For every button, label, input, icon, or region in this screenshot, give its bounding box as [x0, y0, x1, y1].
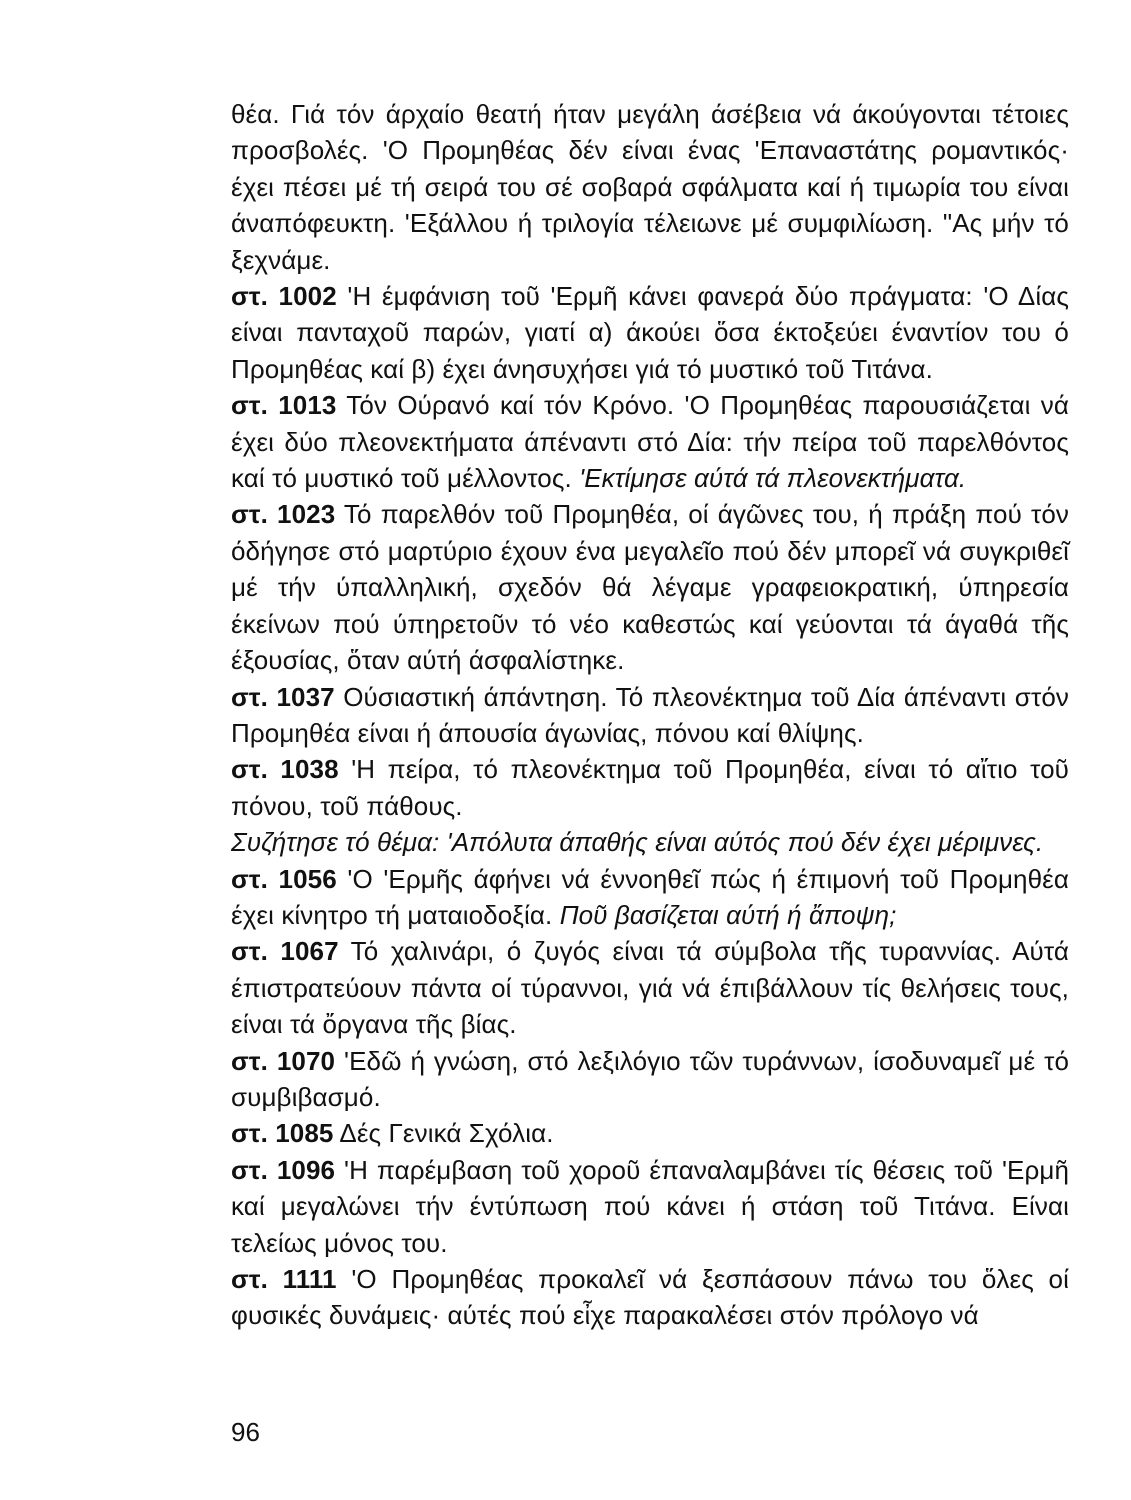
entry-label: στ. 1023 — [231, 499, 336, 530]
entry-label: στ. 1096 — [231, 1154, 336, 1185]
entry-1096 — [231, 1152, 1069, 1261]
entry-label: στ. 1038 — [231, 754, 339, 785]
entry-text: 'Η πείρα, τό πλεονέκτημα τοῦ Προμηθέα, είναι τό αἴτιο τοῦ πόνου, τοῦ πάθους. — [231, 754, 1070, 821]
entry-1085 — [231, 1115, 1069, 1151]
entry-1111 — [231, 1261, 1069, 1334]
entry-1067 — [231, 933, 1069, 1042]
entry-1070 — [231, 1043, 1069, 1116]
entry-text: 'Ο 'Ερμῆς άφήνει νά έννοηθεῖ πώς ή έπιμονή τοῦ Προμηθέα έχει κίνητρο τή ματαιοδοξία. — [231, 863, 1069, 930]
commentary-text — [231, 96, 1069, 1334]
entry-1037 — [231, 679, 1069, 752]
entry-1002 — [231, 278, 1069, 387]
intro-paragraph: θέα. Γιά τόν άρχαίο θεατή ήταν μεγάλη άσέβεια νά άκούγονται τέτοιες προσβολές. 'Ο Προμηθέας δέν είναι ένας 'Επαναστάτης ρομαντικός· έχει πέσει μέ τή σειρά του σέ σοβαρά σφάλματα καί ή τιμωρία του είναι άναπόφευκτη. 'Εξάλλου ή τριλογία τέλειωνε μέ συμφιλίωση. "Ας μήν τό ξεχνάμε. — [231, 99, 1069, 275]
entry-question: 'Εκτίμησε αύτά τά πλεονεκτήματα. — [579, 463, 967, 494]
entry-label: στ. 1056 — [231, 863, 337, 894]
entry-label: στ. 1111 — [231, 1264, 337, 1294]
entry-label: στ. 1002 — [231, 281, 337, 312]
entry-text: 'Ο Προμηθέας προκαλεῖ νά ξεσπάσουν πάνω του ὅλες οί φυσικές δυνάμεις· αύτές πού εἶχε παρακαλέσει στόν πρόλογο νά — [231, 1264, 1069, 1331]
entry-text: Δές Γενικά Σχόλια. — [339, 1118, 554, 1149]
discussion-prompt: Συζήτησε τό θέμα: 'Απόλυτα άπαθής είναι αύτός πού δέν έχει μέριμνες. — [231, 827, 1044, 858]
entry-label: στ. 1067 — [231, 936, 339, 967]
entry-question: Ποῦ βασίζεται αύτή ή ἄποψη; — [559, 899, 897, 930]
entry-text: 'Η έμφάνιση τοῦ 'Ερμῆ κάνει φανερά δύο πράγματα: 'Ο Δίας είναι πανταχοῦ παρών, γιατί α) άκούει ὅσα έκτοξεύει έναντίον του ό Προμηθέας καί β) έχει άνησυχήσει γιά τό μυστικό τοῦ Τιτάνα. — [231, 281, 1070, 384]
entry-text: Ούσιαστική άπάντηση. Τό πλεονέκτημα τοῦ Δία άπέναντι στόν Προμηθέα είναι ή άπουσία άγωνίας, πόνου καί θλίψης. — [231, 681, 1069, 748]
entry-label: στ. 1070 — [231, 1045, 336, 1076]
entry-text: Τό χαλινάρι, ό ζυγός είναι τά σύμβολα τῆς τυραννίας. Αύτά έπιστρατεύουν πάντα οί τύραννοι, γιά νά έπιβάλλουν τίς θελήσεις τους, είναι τά ὄργανα τῆς βίας. — [231, 936, 1070, 1040]
entry-label: στ. 1037 — [231, 681, 335, 712]
entry-1023 — [231, 496, 1069, 678]
entry-1056 — [231, 861, 1069, 934]
entry-text: Τό παρελθόν τοῦ Προμηθέα, οί άγῶνες του, ή πράξη πού τόν όδήγησε στό μαρτύριο έχουν ένα μεγαλεῖο πού δέν μπορεῖ νά συγκριθεῖ μέ τήν ύπαλληλική, σχεδόν θά λέγαμε γραφειοκρατική, ύπηρεσία έκείνων πού ύπηρετοῦν τό νέο καθεστώς καί γεύονται τά άγαθά τῆς έξουσίας, ὅταν αύτή άσφαλίστηκε. — [231, 499, 1070, 676]
entry-text: 'Η παρέμβαση τοῦ χοροῦ έπαναλαμβάνει τίς θέσεις τοῦ 'Ερμῆ καί μεγαλώνει τήν έντύπωση πού κάνει ή στάση τοῦ Τιτάνα. Είναι τελείως μόνος του. — [231, 1154, 1070, 1258]
entry-label: στ. 1013 — [231, 390, 337, 421]
entry-text: 'Εδῶ ή γνώση, στό λεξιλόγιο τῶν τυράννων, ίσοδυναμεῖ μέ τό συμβιβασμό. — [231, 1045, 1070, 1112]
entry-label: στ. 1085 — [231, 1118, 334, 1149]
page-number: 96 — [231, 1417, 260, 1447]
entry-1013 — [231, 387, 1069, 496]
entry-1038 — [231, 751, 1069, 824]
entry-text: Τόν Ούρανό καί τόν Κρόνο. 'Ο Προμηθέας παρουσιάζεται νά έχει δύο πλεονεκτήματα άπέναντι στό Δία: τήν πείρα τοῦ παρελθόντος καί τό μυστικό τοῦ μέλλοντος. — [231, 390, 1069, 494]
